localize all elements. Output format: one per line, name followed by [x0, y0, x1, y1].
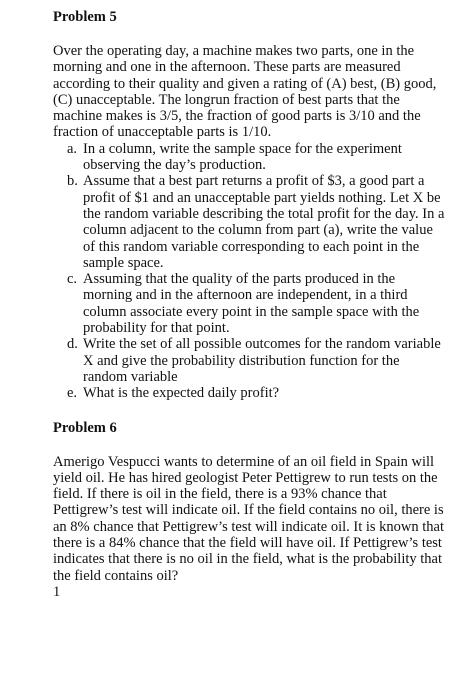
part-a-text: In a column, write the sample space for the experiment observing the day’s production.: [83, 140, 402, 174]
problem-6-body: Amerigo Vespucci wants to determine of an oil field in Spain will yield oil. He has hired geologist Peter Pettigrew to run tests on the field. If there is oil in the field, there is a 93% chance that Pettigrew’s test will indicate oil. If the field contains no oil, there is an 8% chance that Pettigrew’s test will indicate oil. It is known that there is a 84% chance that the field will have oil. If Pettigrew’s test indicates that there is no oil in the field, what is the probability that the field contains oil?: [53, 453, 445, 584]
problem-5: [53, 9, 445, 402]
problem-5-part-d: [53, 336, 445, 385]
part-e-marker: e.: [67, 385, 78, 402]
part-e-text: What is the expected daily profit?: [83, 385, 280, 402]
problem-6: [53, 420, 445, 601]
problem-5-intro: Over the operating day, a machine makes two parts, one in the morning and one in the afternoon. These parts are measured according to their quality and given a rating of (A) best, (B) good, (C) unacceptable. The longrun fraction of best parts that the machine makes is 3/5, the fraction of good parts is 3/10 and the fraction of unacceptable parts is 1/10.: [53, 43, 437, 141]
part-c-marker: c.: [67, 271, 78, 288]
part-a-marker: a.: [67, 140, 78, 157]
part-b-marker: b.: [67, 173, 78, 190]
part-d-marker: d.: [67, 336, 78, 353]
problem-5-part-e: [53, 385, 445, 401]
problem-5-part-b: [53, 173, 445, 271]
trailing-number: 1: [53, 583, 61, 600]
problem-6-title: Problem 6: [53, 419, 117, 436]
problem-5-title: Problem 5: [53, 9, 117, 25]
problem-5-part-c: [53, 271, 445, 336]
part-b-text: Assume that a best part returns a profit of $3, a good part a profit of $1 and an unacceptable part yields nothing. Let X be the random variable describing the total profit for the day. In a column adjacent to the column from part (a), write the value of this random variable corresponding to each point in the sample space.: [83, 173, 445, 271]
document-page: [53, 9, 445, 600]
problem-5-parts-list: [53, 141, 445, 402]
part-d-text: Write the set of all possible outcomes for the random variable X and give the probability distribution function for the random variable: [83, 336, 441, 385]
problem-5-part-a: [53, 141, 445, 174]
part-c-text: Assuming that the quality of the parts produced in the morning and in the afternoon are independent, in a third column associate every point in the sample space with the probability for that point.: [83, 271, 420, 337]
